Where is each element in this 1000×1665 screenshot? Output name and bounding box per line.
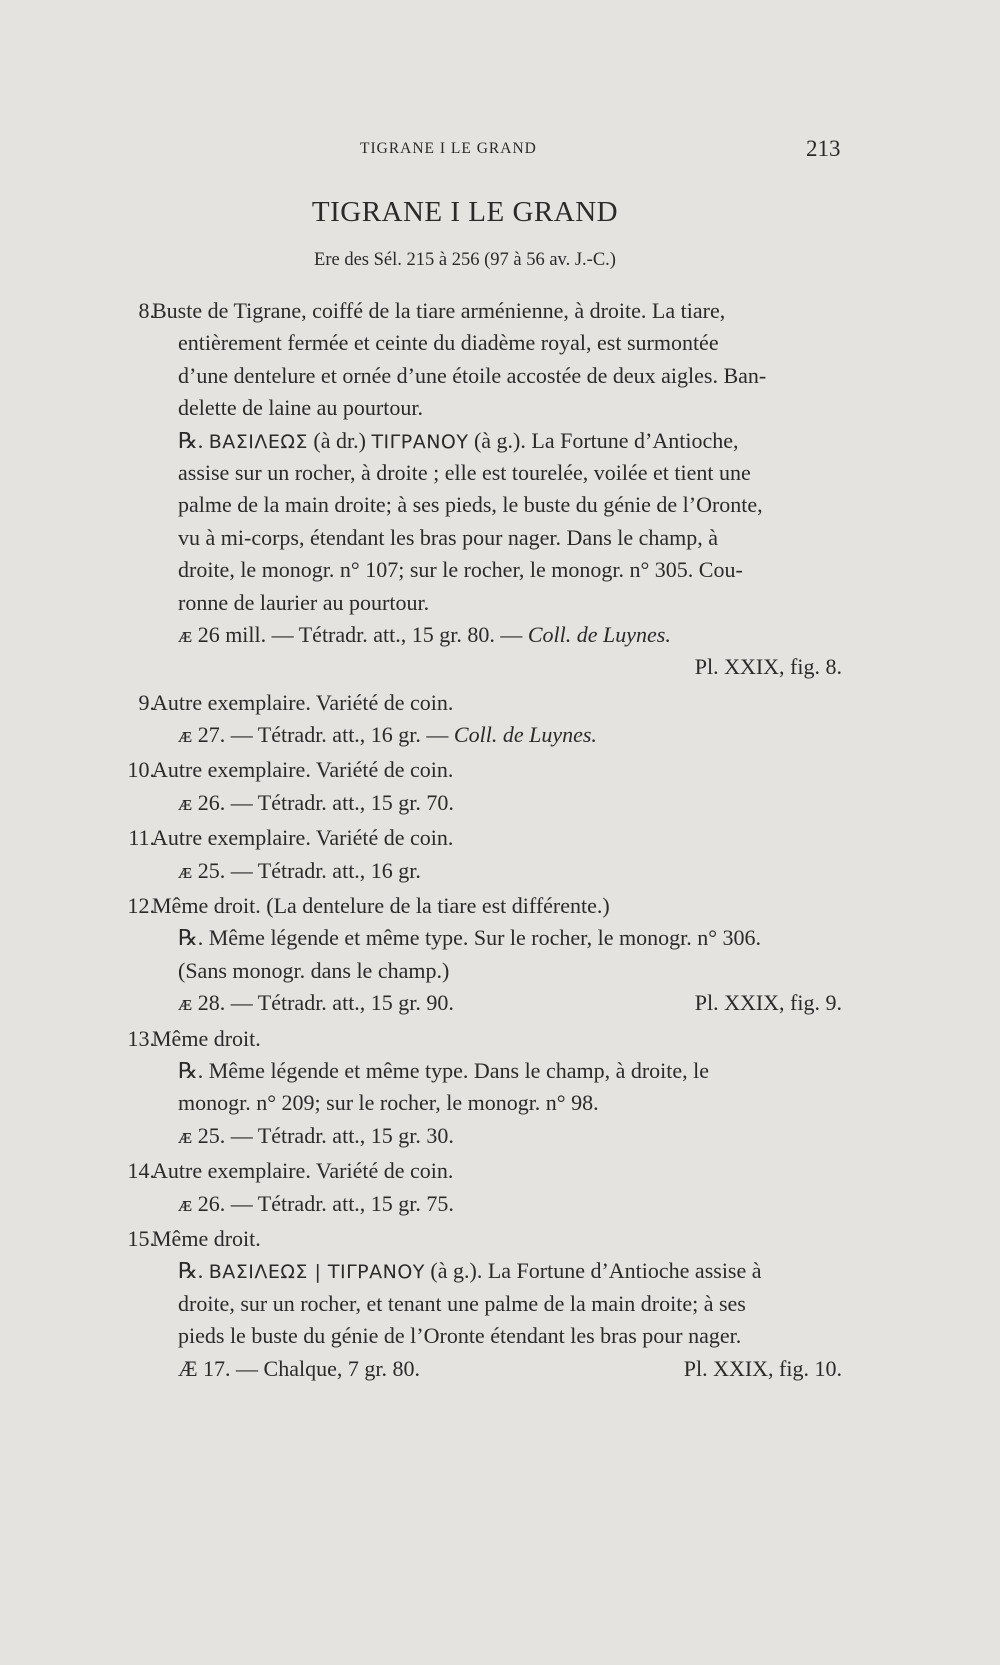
- description-line: droite, sur un rocher, et tenant une palme de la main droite; à ses: [178, 1290, 746, 1316]
- coin-entry-11: [0, 822, 1000, 887]
- greek-legend: ΤΙΓΡΑΝΟΥ: [371, 430, 469, 453]
- coin-metadata: ᴁ 25. — Tétradr. att., 16 gr.: [178, 857, 421, 883]
- plate-reference: Pl. XXIX, fig. 10.: [683, 1355, 842, 1381]
- entry-number: 14.: [127, 1158, 155, 1184]
- greek-legend: ΒΑΣΙΛΕΩΣ: [208, 430, 308, 453]
- obverse-description: Buste de Tigrane, coiffé de la tiare arménienne, à droite. La tiare,: [152, 298, 726, 323]
- entry-number: 15.: [127, 1225, 155, 1251]
- coin-entry-10: [0, 754, 1000, 819]
- obverse-description: Autre exemplaire. Variété de coin.: [152, 757, 454, 783]
- section-title: TIGRANE I LE GRAND: [311, 196, 619, 228]
- entry-number: 9.: [138, 689, 155, 715]
- description-line: ronne de laurier au pourtour.: [178, 589, 430, 615]
- coin-entry-14: [0, 1155, 1000, 1220]
- coin-metadata: ᴁ 26. — Tétradr. att., 15 gr. 70.: [178, 789, 454, 815]
- description-line: monogr. n° 209; sur le rocher, le monogr. n° 98.: [178, 1090, 599, 1116]
- coin-metadata: ᴁ 25. — Tétradr. att., 15 gr. 30.: [178, 1122, 454, 1148]
- entry-number: 10.: [127, 757, 155, 783]
- description-line: entièrement fermée et ceinte du diadème royal, est surmontée: [178, 330, 719, 356]
- entry-number: 13.: [127, 1025, 155, 1051]
- era-subtitle: Ere des Sél. 215 à 256 (97 à 56 av. J.-C.): [314, 250, 616, 270]
- plate-reference: Pl. XXIX, fig. 9.: [694, 990, 842, 1016]
- reverse-description: ℞. Même légende et même type. Sur le rocher, le monogr. n° 306.: [178, 925, 761, 951]
- obverse-description: Autre exemplaire. Variété de coin.: [152, 1158, 454, 1184]
- description-line: (Sans monogr. dans le champ.): [178, 957, 450, 983]
- obverse-description: Même droit.: [152, 1225, 261, 1251]
- coin-metadata: ᴁ 26 mill. — Tétradr. att., 15 gr. 80. — Coll. de Luynes.: [178, 621, 671, 647]
- coin-entry-13: [0, 1023, 1000, 1153]
- coin-entry-15: [0, 1223, 1000, 1385]
- description-line: palme de la main droite; à ses pieds, le buste du génie de l’Oronte,: [178, 492, 763, 518]
- description-line: droite, le monogr. n° 107; sur le rocher, le monogr. n° 305. Cou-: [178, 557, 743, 583]
- running-head: TIGRANE I LE GRAND: [360, 140, 537, 157]
- recipe-symbol: ℞.: [178, 1057, 204, 1083]
- entry-number: 8.: [138, 298, 155, 323]
- description-line: pieds le buste du génie de l’Oronte étendant les bras pour nager.: [178, 1323, 742, 1349]
- coin-entry-12: [0, 890, 1000, 1020]
- coin-entries: [0, 295, 1000, 1388]
- coin-metadata: ᴁ 28. — Tétradr. att., 15 gr. 90. Pl. XXIX, fig. 9.: [178, 987, 842, 1019]
- recipe-symbol: ℞.: [178, 1258, 204, 1284]
- entry-number: 12.: [127, 893, 155, 919]
- description-line: d’une dentelure et ornée d’une étoile accostée de deux aigles. Ban-: [178, 362, 767, 388]
- coin-metadata: ᴁ 27. — Tétradr. att., 16 gr. — Coll. de Luynes.: [178, 722, 597, 748]
- obverse-description: Même droit.: [152, 1025, 261, 1051]
- obverse-description: Même droit. (La dentelure de la tiare est différente.): [152, 893, 610, 919]
- collection-name: Coll. de Luynes.: [453, 722, 597, 748]
- obverse-description: Autre exemplaire. Variété de coin.: [152, 689, 454, 715]
- coin-entry-9: [0, 687, 1000, 752]
- reverse-description: ℞. ΒΑΣΙΛΕΩΣ | ΤΙΓΡΑΝΟΥ (à g.). La Fortune d’Antioche assise à: [178, 1258, 762, 1284]
- obverse-description: Autre exemplaire. Variété de coin.: [152, 825, 454, 851]
- greek-legend: ΒΑΣΙΛΕΩΣ | ΤΙΓΡΑΝΟΥ: [208, 1261, 425, 1284]
- coin-entry-8: [0, 295, 1000, 684]
- description-line: assise sur un rocher, à droite ; elle est tourelée, voilée et tient une: [178, 459, 751, 485]
- plate-reference: Pl. XXIX, fig. 8.: [694, 654, 842, 680]
- recipe-symbol: ℞.: [178, 427, 204, 453]
- recipe-symbol: ℞.: [178, 925, 204, 951]
- description-line: vu à mi-corps, étendant les bras pour nager. Dans le champ, à: [178, 524, 719, 550]
- coin-metadata: Æ 17. — Chalque, 7 gr. 80. Pl. XXIX, fig. 10.: [178, 1353, 842, 1385]
- reverse-description: ℞. Même légende et même type. Dans le champ, à droite, le: [178, 1057, 710, 1083]
- description-line: delette de laine au pourtour.: [178, 395, 423, 421]
- entry-number: 11.: [128, 825, 155, 851]
- coin-metadata: ᴁ 26. — Tétradr. att., 15 gr. 75.: [178, 1190, 454, 1216]
- collection-name: Coll. de Luynes.: [527, 621, 671, 647]
- page-number: 213: [806, 136, 841, 161]
- reverse-description: ℞. ΒΑΣΙΛΕΩΣ (à dr.) ΤΙΓΡΑΝΟΥ (à g.). La Fortune d’Antioche,: [178, 427, 739, 453]
